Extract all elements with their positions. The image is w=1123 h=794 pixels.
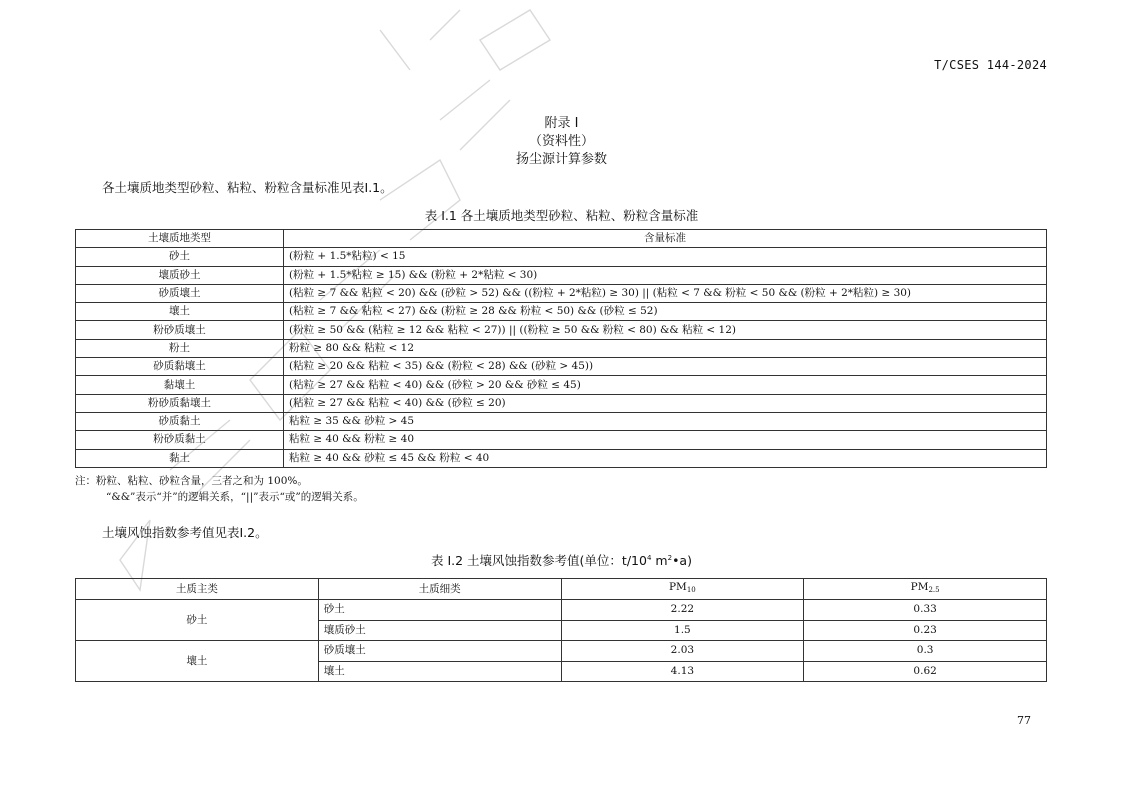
table2-caption-suffix: •a) <box>672 553 692 568</box>
sub-class-cell: 砂质壤土 <box>318 641 561 662</box>
soil-type-cell: 砂质壤土 <box>76 284 284 302</box>
standard-cell: (粉粒 ≥ 50 && (粘粒 ≥ 12 && 粘粒 < 27)) || ((粉粒 ≥ 50 && 粉粒 < 80) && 粘粒 < 12) <box>284 321 1047 339</box>
appendix-type: （资料性） <box>528 134 594 149</box>
appendix-heading <box>0 115 1123 169</box>
pm25-subscript: 2.5 <box>928 586 940 594</box>
header-sub-class: 土质细类 <box>318 579 561 600</box>
table-row <box>76 394 1047 412</box>
pm10-cell: 2.22 <box>561 600 804 621</box>
sub-class-cell: 砂土 <box>318 600 561 621</box>
table-row <box>76 376 1047 394</box>
pm10-label: PM <box>668 581 687 593</box>
table-row <box>76 303 1047 321</box>
table-row <box>76 358 1047 376</box>
header-soil-type: 土壤质地类型 <box>76 230 284 248</box>
sub-class-cell: 壤质砂土 <box>318 620 561 641</box>
soil-type-cell: 壤质砂土 <box>76 266 284 284</box>
standard-cell: (粉粒 + 1.5*粘粒) < 15 <box>284 248 1047 266</box>
header-main-class: 土质主类 <box>76 579 319 600</box>
standard-cell: (粘粒 ≥ 20 && 粘粒 < 35) && (粉粒 < 28) && (砂粒 > 45)) <box>284 358 1047 376</box>
table-header-row <box>76 579 1047 600</box>
pm10-cell: 1.5 <box>561 620 804 641</box>
header-content-standard: 含量标准 <box>284 230 1047 248</box>
table-row <box>76 449 1047 467</box>
wind-erosion-index-table <box>75 578 1047 682</box>
table2-caption-mid: m <box>651 553 668 568</box>
soil-type-cell: 粉砂质壤土 <box>76 321 284 339</box>
pm25-cell: 0.3 <box>804 641 1047 662</box>
table2-caption-prefix: 表 I.2 土壤风蚀指数参考值(单位：t/10 <box>431 553 647 568</box>
header-pm10 <box>561 579 804 600</box>
main-class-cell: 砂土 <box>76 600 319 641</box>
header-pm25 <box>804 579 1047 600</box>
standard-cell: 粉粒 ≥ 80 && 粘粒 < 12 <box>284 339 1047 357</box>
pm10-cell: 2.03 <box>561 641 804 662</box>
pm25-cell: 0.33 <box>804 600 1047 621</box>
sub-class-cell: 壤土 <box>318 661 561 682</box>
table1-note-2: “&&”表示“并”的逻辑关系，“||”表示“或”的逻辑关系。 <box>106 491 364 503</box>
pm25-label: PM <box>910 581 929 593</box>
standard-cell: (粘粒 ≥ 27 && 粘粒 < 40) && (砂粒 ≤ 20) <box>284 394 1047 412</box>
main-class-cell: 壤土 <box>76 641 319 682</box>
table-header-row <box>76 230 1047 248</box>
standard-cell: (粘粒 ≥ 27 && 粘粒 < 40) && (砂粒 > 20 && 砂粒 ≤ 45) <box>284 376 1047 394</box>
pm25-cell: 0.62 <box>804 661 1047 682</box>
soil-type-cell: 砂质黏壤土 <box>76 358 284 376</box>
table2-caption <box>0 551 1123 569</box>
soil-texture-table <box>75 229 1047 468</box>
appendix-subject: 扬尘源计算参数 <box>515 152 607 167</box>
table2-caption-exp2: 2 <box>667 554 673 562</box>
table1-caption: 表 I.1 各土壤质地类型砂粒、粘粒、粉粒含量标准 <box>424 208 699 223</box>
table1-note-1: 注：粉粒、粘粒、砂粒含量，三者之和为 100%。 <box>75 475 308 487</box>
table-row <box>76 248 1047 266</box>
standard-cell: (粘粒 ≥ 7 && 粘粒 < 27) && (粉粒 ≥ 28 && 粉粒 < 50) && (砂粒 ≤ 52) <box>284 303 1047 321</box>
standard-cell: 粘粒 ≥ 40 && 粉粒 ≥ 40 <box>284 431 1047 449</box>
table-row <box>76 284 1047 302</box>
table-row <box>76 641 1047 662</box>
standard-code: T/CSES 144-2024 <box>934 58 1047 72</box>
standard-cell: (粘粒 ≥ 7 && 粘粒 < 20) && (砂粒 > 52) && ((粉粒 + 2*粘粒) ≥ 30) || (粘粒 < 7 && 粉粒 < 50 && (粉粒 + 2*粘粒) ≥ 30) <box>284 284 1047 302</box>
soil-type-cell: 砂土 <box>76 248 284 266</box>
soil-type-cell: 砂质黏土 <box>76 412 284 430</box>
soil-type-cell: 粉土 <box>76 339 284 357</box>
table-row <box>76 600 1047 621</box>
soil-type-cell: 粉砂质黏土 <box>76 431 284 449</box>
pm25-cell: 0.23 <box>804 620 1047 641</box>
table2-caption-exp: 4 <box>646 554 652 562</box>
standard-cell: 粘粒 ≥ 35 && 砂粒 > 45 <box>284 412 1047 430</box>
appendix-title: 附录 I <box>544 116 579 131</box>
pm10-subscript: 10 <box>686 586 696 594</box>
soil-type-cell: 粉砂质黏壤土 <box>76 394 284 412</box>
intro-paragraph-2: 土壤风蚀指数参考值见表I.2。 <box>102 525 268 540</box>
soil-type-cell: 黏壤土 <box>76 376 284 394</box>
table-row <box>76 266 1047 284</box>
standard-cell: 粘粒 ≥ 40 && 砂粒 ≤ 45 && 粉粒 < 40 <box>284 449 1047 467</box>
soil-type-cell: 壤土 <box>76 303 284 321</box>
pm10-cell: 4.13 <box>561 661 804 682</box>
table-row <box>76 339 1047 357</box>
soil-type-cell: 黏土 <box>76 449 284 467</box>
table-row <box>76 412 1047 430</box>
standard-cell: (粉粒 + 1.5*粘粒 ≥ 15) && (粉粒 + 2*粘粒 < 30) <box>284 266 1047 284</box>
intro-paragraph-1: 各土壤质地类型砂粒、粘粒、粉粒含量标准见表I.1。 <box>102 180 393 195</box>
table-row <box>76 321 1047 339</box>
table-row <box>76 431 1047 449</box>
page-number: 77 <box>1017 714 1031 727</box>
